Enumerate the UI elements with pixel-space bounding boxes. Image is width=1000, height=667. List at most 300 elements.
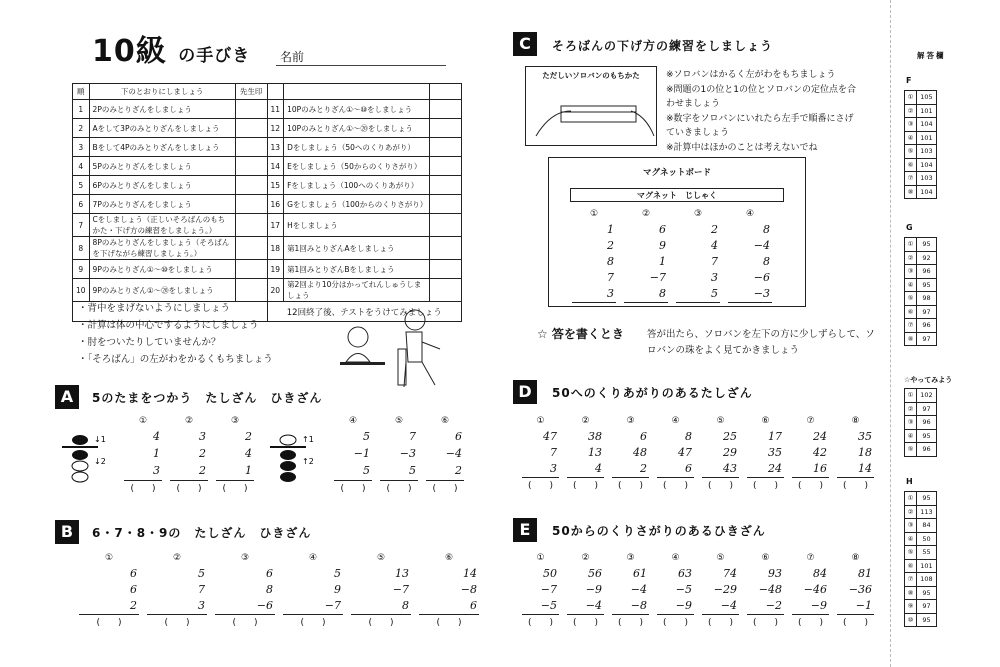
problem-value: 2 — [199, 447, 206, 460]
answer-value: 96 — [917, 265, 937, 279]
answer-value: 102 — [917, 389, 937, 403]
problem-number: ④ — [348, 416, 358, 426]
name-field[interactable] — [276, 65, 446, 66]
abacus-bead-icon — [270, 430, 320, 490]
answer-box[interactable]: ( ) — [426, 480, 464, 497]
hands-abacus-icon — [526, 81, 656, 141]
problem-number: ④ — [308, 553, 318, 563]
program-row: 7 Cをしましょう（正しいそろばんのもちかた・下げ方の練習をしましょう。） 17 Hをしましょう — [73, 214, 462, 237]
answer-box[interactable]: ( ) — [792, 477, 829, 494]
answer-box[interactable]: ( ) — [747, 614, 784, 631]
problem-value: 18 — [858, 446, 872, 459]
problem-value: 3 — [198, 599, 205, 612]
section-b-problems — [75, 550, 483, 631]
problem-number: ② — [581, 553, 590, 563]
problem-value: 5 — [363, 430, 370, 443]
teacher-stamp-cell[interactable] — [235, 157, 267, 176]
problem-number: ⑥ — [440, 416, 450, 426]
answer-box[interactable]: ( ) — [334, 480, 372, 497]
program-row: 6 7Pのみとりざんをしましょう 16 Gをしましょう（100からのくりさがり） — [73, 195, 462, 214]
answer-value: 95 — [917, 238, 937, 252]
problem-value: 8 — [763, 223, 770, 236]
problem-value: −4 — [720, 599, 737, 612]
answer-number: ② — [905, 104, 917, 118]
problem-value: 6 — [640, 430, 647, 443]
answer-box[interactable]: ( ) — [612, 614, 649, 631]
problem-number: ⑥ — [761, 553, 770, 563]
problem-value: 43 — [723, 462, 737, 475]
problem-value: 4 — [711, 239, 718, 252]
teacher-stamp-cell[interactable] — [235, 237, 267, 260]
problem-value: 38 — [588, 430, 602, 443]
problem-number: ⑧ — [851, 416, 860, 426]
answer-box[interactable]: ( ) — [702, 477, 739, 494]
problem-value: −7 — [324, 599, 341, 612]
problem-value: −5 — [675, 583, 692, 596]
problem-value: 81 — [858, 567, 872, 580]
answer-value: 95 — [917, 613, 937, 627]
section-e-problems — [518, 550, 878, 631]
problem-value: 35 — [858, 430, 872, 443]
problem-value: 3 — [199, 430, 206, 443]
answer-box[interactable]: ( ) — [837, 477, 874, 494]
problem-value: 24 — [768, 462, 782, 475]
section-e-title: 50からのくりさがりのあるひきざん — [552, 524, 766, 538]
answer-number: ⑥ — [905, 158, 917, 172]
problem-number: ⑥ — [444, 553, 454, 563]
program-row: 8 8Pのみとりざんをしましょう（そろばんを下げながら練習しましょう。） 18 第1回みとりざんAをしましょう — [73, 237, 462, 260]
teacher-stamp-cell[interactable] — [235, 100, 267, 119]
teacher-stamp-cell[interactable] — [430, 176, 462, 195]
problem-value: −1 — [855, 599, 872, 612]
problem-value: −8 — [460, 583, 477, 596]
teacher-stamp-cell[interactable] — [235, 214, 267, 237]
answer-value: 84 — [917, 519, 937, 533]
teacher-stamp-cell[interactable] — [430, 195, 462, 214]
problem-value: 5 — [711, 287, 718, 300]
problem-value: 1 — [153, 447, 160, 460]
answer-value: 97 — [917, 600, 937, 614]
teacher-stamp-cell[interactable] — [430, 100, 462, 119]
answer-value: 104 — [917, 185, 937, 199]
problem-value: 6 — [470, 599, 477, 612]
problem-value: 6 — [455, 430, 462, 443]
section-c-label: C — [513, 32, 537, 56]
answer-number: ② — [905, 505, 917, 519]
teacher-stamp-cell[interactable] — [430, 119, 462, 138]
program-row: 3 Bをして4Pのみとりざんをしましょう 13 Dをしましょう（50へのくりあがり） — [73, 138, 462, 157]
child-studying-illustration — [340, 307, 450, 392]
problem-value: 24 — [813, 430, 827, 443]
answer-box[interactable] — [624, 302, 668, 303]
program-row: 10 9Pのみとりざん①〜⑳をしましょう 20 第2回より10分はかってれんしゅうしましょう — [73, 279, 462, 302]
answer-box[interactable]: ( ) — [170, 480, 208, 497]
svg-text:↑2: ↑2 — [302, 457, 314, 466]
answer-number: ③ — [905, 416, 917, 430]
answer-value: 97 — [917, 305, 937, 319]
section-a-title: 5のたまをつかう たしざん ひきざん — [92, 391, 323, 405]
teacher-stamp-cell[interactable] — [235, 176, 267, 195]
key-f-label: F — [906, 76, 912, 85]
answer-box[interactable]: ( ) — [147, 614, 207, 631]
abacus-bead-icon — [62, 430, 112, 490]
problem-value: 8 — [659, 287, 666, 300]
problem-value: 3 — [607, 287, 614, 300]
svg-text:↑1: ↑1 — [302, 435, 314, 444]
problem-value: −4 — [630, 583, 647, 596]
problem-value: 47 — [543, 430, 557, 443]
answer-box[interactable]: ( ) — [522, 614, 559, 631]
problem-value: 4 — [245, 447, 252, 460]
answer-value: 97 — [917, 402, 937, 416]
problem-value: 8 — [685, 430, 692, 443]
answer-value: 101 — [917, 131, 937, 145]
program-row: 9 9Pのみとりざん①〜⑩をしましょう 19 第1回みとりざんBをしましょう — [73, 260, 462, 279]
problem-number: ④ — [745, 209, 755, 219]
problem-value: 8 — [607, 255, 614, 268]
problem-value: −9 — [810, 599, 827, 612]
answer-value: 104 — [917, 118, 937, 132]
answer-number: ④ — [905, 532, 917, 546]
problem-value: 7 — [550, 446, 557, 459]
teacher-stamp-cell[interactable] — [430, 214, 462, 237]
answer-number: ⑦ — [905, 573, 917, 587]
section-e-label: E — [513, 518, 537, 542]
answer-value: 95 — [917, 492, 937, 506]
problem-value: 48 — [633, 446, 647, 459]
answer-number: ③ — [905, 118, 917, 132]
problem-value: 56 — [588, 567, 602, 580]
answer-box[interactable] — [572, 302, 616, 303]
teacher-stamp-cell[interactable] — [235, 279, 267, 302]
problem-value: 5 — [334, 567, 341, 580]
problem-value: 7 — [607, 271, 614, 284]
answer-value: 96 — [917, 416, 937, 430]
problem-value: 6 — [130, 567, 137, 580]
problem-number: ⑤ — [376, 553, 386, 563]
problem-value: 74 — [723, 567, 737, 580]
problem-value: 50 — [543, 567, 557, 580]
problem-value: −3 — [399, 447, 416, 460]
section-b-label: B — [55, 520, 79, 544]
problem-value: 7 — [711, 255, 718, 268]
problem-value: −8 — [630, 599, 647, 612]
answer-number: ⑥ — [905, 559, 917, 573]
answer-box[interactable]: ( ) — [792, 614, 829, 631]
problem-value: 2 — [711, 223, 718, 236]
program-table: 順 下のとおりにしましょう 先生印 1 2Pのみとりざんをしましょう 11 10Pのみとりざん①〜⑩をしましょう 2 Aをして3Pのみとりざんをしましょう 12 10Pのみとりざん①〜⑳をしましょう 3 Bをして4Pのみとりざんをしましょう 13 Dをしましょう（50へのくりあがり） 4 5Pのみとりざんをしましょう 14 Eをしましょう（50からのくりさがり） 5 6Pのみとりざんをしましょう 15 Fをしましょう（100へのくりあがり） 6 7Pのみとりざんをしましょう 16 Gをしましょう（100からのくりさがり） 7 Cをしましょう（正しいそろばんのもちかた・下げ方の練習をしましょう。） 17 Hをしましょう 8 8Pのみとりざんをしましょう（そろばんを下げながら練習しましょう。） 18 第1回みとりざんAをしましょう 9 9Pのみとりざん①〜⑩をしましょう 19 第1回みとりざんBをしましょう 10 9Pのみとりざん①〜⑳をしましょう 20 第2回より10分はかってれんしゅうしましょう 12回終了後、テストをうけてみましょう — [72, 83, 462, 322]
answer-key-try — [904, 388, 937, 457]
answer-number: ⑤ — [905, 145, 917, 159]
section-a-label: A — [55, 385, 79, 409]
problem-number: ③ — [240, 553, 250, 563]
problem-value: 9 — [659, 239, 666, 252]
svg-text:↓2: ↓2 — [94, 457, 106, 466]
section-c-notes: ※ソロバンはかるく左がわをもちましょう ※問題の1の位と1の位とソロバンの定位点を合わせましょう ※数字をソロバンにいれたら左手で順番にさげていきましょう ※計算中はほかのことは考えないでね — [666, 70, 856, 153]
program-row: 2 Aをして3Pのみとりざんをしましょう 12 10Pのみとりざん①〜⑳をしましょう — [73, 119, 462, 138]
problem-number: ④ — [671, 416, 680, 426]
answer-number: ① — [905, 91, 917, 105]
problem-value: 2 — [455, 464, 462, 477]
answer-box[interactable]: ( ) — [522, 477, 559, 494]
answer-number: ⑤ — [905, 443, 917, 457]
answer-key-f — [904, 90, 937, 199]
problem-value: −4 — [445, 447, 462, 460]
answer-value: 95 — [917, 586, 937, 600]
key-h-label: H — [906, 477, 913, 486]
problem-value: 9 — [334, 583, 341, 596]
answer-key-g — [904, 237, 937, 346]
answer-box[interactable] — [728, 302, 772, 303]
answer-value: 95 — [917, 429, 937, 443]
program-row: 5 6Pのみとりざんをしましょう 15 Fをしましょう（100へのくりあがり） — [73, 176, 462, 195]
problem-number: ⑤ — [394, 416, 404, 426]
answer-number: ⑥ — [905, 305, 917, 319]
problem-value: −6 — [256, 599, 273, 612]
magnet-ruler: マグネット じしゃく — [570, 188, 784, 202]
problem-value: −6 — [753, 271, 770, 284]
section-c-title: そろばんの下げ方の練習をしましょう — [552, 39, 774, 53]
problem-value: 3 — [711, 271, 718, 284]
problem-number: ② — [184, 416, 194, 426]
problem-value: 29 — [723, 446, 737, 459]
answer-value: 98 — [917, 292, 937, 306]
problem-number: ③ — [230, 416, 240, 426]
problem-value: 4 — [153, 430, 160, 443]
answer-number: ⑤ — [905, 292, 917, 306]
problem-number: ① — [589, 209, 599, 219]
problem-number: ① — [104, 553, 114, 563]
problem-value: −4 — [753, 239, 770, 252]
answer-number: ⑤ — [905, 546, 917, 560]
answer-box[interactable]: ( ) — [419, 614, 479, 631]
posture-tips: ・背中をまげないようにしましょう ・計算は体の中心でするようにしましょう ・肘をついたりしていませんか？ ・「そろばん」の左がわをかるくもちましょう — [78, 303, 273, 365]
answer-number: ③ — [905, 265, 917, 279]
problem-value: −9 — [585, 583, 602, 596]
answer-value: 96 — [917, 443, 937, 457]
teacher-stamp-cell[interactable] — [235, 138, 267, 157]
answer-value: 113 — [917, 505, 937, 519]
problem-value: 93 — [768, 567, 782, 580]
answer-number: ⑧ — [905, 185, 917, 199]
problem-value: 8 — [402, 599, 409, 612]
section-a-problems-2 — [330, 413, 468, 497]
answer-number: ① — [905, 238, 917, 252]
teacher-stamp-cell[interactable] — [235, 195, 267, 214]
teacher-stamp-cell[interactable] — [430, 138, 462, 157]
svg-text:↓1: ↓1 — [94, 435, 106, 444]
problem-value: 1 — [245, 464, 252, 477]
answer-number: ② — [905, 251, 917, 265]
answer-value: 101 — [917, 559, 937, 573]
problem-value: 7 — [409, 430, 416, 443]
problem-value: 1 — [659, 255, 666, 268]
problem-value: 13 — [588, 446, 602, 459]
problem-value: 47 — [678, 446, 692, 459]
problem-value: 5 — [409, 464, 416, 477]
page-title: 10級 の手びき — [92, 34, 251, 69]
answer-value: 101 — [917, 104, 937, 118]
problem-value: 84 — [813, 567, 827, 580]
answer-value: 103 — [917, 172, 937, 186]
magnet-problems — [568, 206, 776, 303]
magnet-board: マグネットボード — [548, 157, 806, 307]
answer-value: 96 — [917, 319, 937, 333]
problem-number: ⑥ — [761, 416, 770, 426]
section-a-problems-1 — [120, 413, 258, 497]
answer-box[interactable]: ( ) — [283, 614, 343, 631]
answer-key-h — [904, 491, 937, 627]
problem-value: 3 — [550, 462, 557, 475]
answer-box[interactable]: ( ) — [216, 480, 254, 497]
problem-value: −46 — [803, 583, 827, 596]
key-g-label: G — [906, 223, 913, 232]
answer-number: ⑦ — [905, 172, 917, 186]
problem-value: −3 — [753, 287, 770, 300]
teacher-stamp-cell[interactable] — [235, 260, 267, 279]
answer-number: ③ — [905, 519, 917, 533]
problem-number: ④ — [671, 553, 680, 563]
problem-value: 14 — [858, 462, 872, 475]
problem-value: 8 — [266, 583, 273, 596]
problem-value: −4 — [585, 599, 602, 612]
key-try-label: ☆やってみよう — [904, 376, 953, 384]
answer-box[interactable]: ( ) — [124, 480, 162, 497]
problem-value: 2 — [607, 239, 614, 252]
section-b-title: 6・7・8・9の たしざん ひきざん — [92, 526, 312, 540]
teacher-stamp-cell[interactable] — [430, 260, 462, 279]
problem-value: 1 — [607, 223, 614, 236]
problem-number: ⑤ — [716, 416, 725, 426]
problem-value: 25 — [723, 430, 737, 443]
answer-value: 97 — [917, 332, 937, 346]
problem-number: ⑧ — [851, 553, 860, 563]
problem-number: ① — [536, 416, 545, 426]
answer-number: ⑧ — [905, 332, 917, 346]
answer-value: 95 — [917, 278, 937, 292]
answer-number: ⑧ — [905, 586, 917, 600]
answer-value: 55 — [917, 546, 937, 560]
problem-value: 13 — [395, 567, 409, 580]
problem-value: −36 — [848, 583, 872, 596]
problem-value: 42 — [813, 446, 827, 459]
answer-box[interactable]: ( ) — [837, 614, 874, 631]
answer-box[interactable] — [676, 302, 720, 303]
problem-number: ⑤ — [716, 553, 725, 563]
answer-value: 92 — [917, 251, 937, 265]
program-row: 4 5Pのみとりざんをしましょう 14 Eをしましょう（50からのくりさがり） — [73, 157, 462, 176]
problem-value: 6 — [685, 462, 692, 475]
answer-box[interactable]: ( ) — [747, 477, 784, 494]
answer-value: 104 — [917, 158, 937, 172]
answer-value: 50 — [917, 532, 937, 546]
answer-number: ⑨ — [905, 600, 917, 614]
section-d-label: D — [513, 380, 537, 404]
answer-value: 108 — [917, 573, 937, 587]
problem-value: 6 — [130, 583, 137, 596]
answer-box[interactable]: ( ) — [612, 477, 649, 494]
problem-value: 6 — [266, 567, 273, 580]
problem-value: 63 — [678, 567, 692, 580]
answer-number: ④ — [905, 278, 917, 292]
answer-box[interactable]: ( ) — [351, 614, 411, 631]
holding-figure: ただしいソロバンのもちかた — [525, 66, 657, 146]
problem-value: −29 — [713, 583, 737, 596]
program-row: 1 2Pのみとりざんをしましょう 11 10Pのみとりざん①〜⑩をしましょう — [73, 100, 462, 119]
answer-tip-title: ☆ 答を書くとき — [537, 327, 624, 341]
problem-value: −7 — [649, 271, 666, 284]
answer-box[interactable]: ( ) — [567, 477, 604, 494]
problem-number: ③ — [693, 209, 703, 219]
problem-value: 61 — [633, 567, 647, 580]
problem-number: ③ — [626, 553, 635, 563]
problem-value: 17 — [768, 430, 782, 443]
answer-tip-text: 答が出たら、ソロバンを左下の方に少しずらして、ソロバンの珠をよく見てかきましょう — [647, 329, 875, 356]
problem-number: ⑦ — [806, 553, 815, 563]
answer-value: 103 — [917, 145, 937, 159]
answer-box[interactable]: ( ) — [215, 614, 275, 631]
problem-number: ② — [172, 553, 182, 563]
answer-box[interactable]: ( ) — [567, 614, 604, 631]
answer-number: ① — [905, 492, 917, 506]
answer-box[interactable]: ( ) — [657, 614, 694, 631]
answer-box[interactable]: ( ) — [702, 614, 739, 631]
teacher-stamp-cell[interactable] — [235, 119, 267, 138]
problem-value: 2 — [199, 464, 206, 477]
answer-number: ① — [905, 389, 917, 403]
answer-number: ④ — [905, 429, 917, 443]
problem-number: ① — [536, 553, 545, 563]
answer-number: ④ — [905, 131, 917, 145]
problem-value: −5 — [540, 599, 557, 612]
problem-number: ② — [581, 416, 590, 426]
teacher-stamp-cell[interactable] — [430, 157, 462, 176]
problem-value: 5 — [198, 567, 205, 580]
answer-key-title: 解答欄 — [917, 51, 946, 60]
problem-value: 2 — [640, 462, 647, 475]
section-d-problems — [518, 413, 878, 494]
problem-number: ② — [641, 209, 651, 219]
teacher-stamp-cell[interactable] — [430, 279, 462, 302]
answer-value: 105 — [917, 91, 937, 105]
section-d-title: 50へのくりあがりのあるたしざん — [552, 386, 753, 400]
problem-number: ⑦ — [806, 416, 815, 426]
teacher-stamp-cell[interactable] — [430, 237, 462, 260]
name-label: 名前 — [280, 50, 305, 64]
problem-value: 6 — [659, 223, 666, 236]
answer-box[interactable]: ( ) — [380, 480, 418, 497]
problem-value: 8 — [763, 255, 770, 268]
problem-number: ③ — [626, 416, 635, 426]
problem-value: 3 — [153, 464, 160, 477]
problem-value: 35 — [768, 446, 782, 459]
answer-number: ② — [905, 402, 917, 416]
problem-number: ① — [138, 416, 148, 426]
problem-value: 5 — [363, 464, 370, 477]
answer-box[interactable]: ( ) — [657, 477, 694, 494]
answer-number: ⑩ — [905, 613, 917, 627]
problem-value: −2 — [765, 599, 782, 612]
problem-value: −48 — [758, 583, 782, 596]
problem-value: −7 — [540, 583, 557, 596]
answer-number: ⑦ — [905, 319, 917, 333]
problem-value: −1 — [353, 447, 370, 460]
problem-value: 7 — [198, 583, 205, 596]
problem-value: 2 — [130, 599, 137, 612]
answer-box[interactable]: ( ) — [79, 614, 139, 631]
problem-value: 14 — [463, 567, 477, 580]
page-divider — [890, 0, 891, 667]
